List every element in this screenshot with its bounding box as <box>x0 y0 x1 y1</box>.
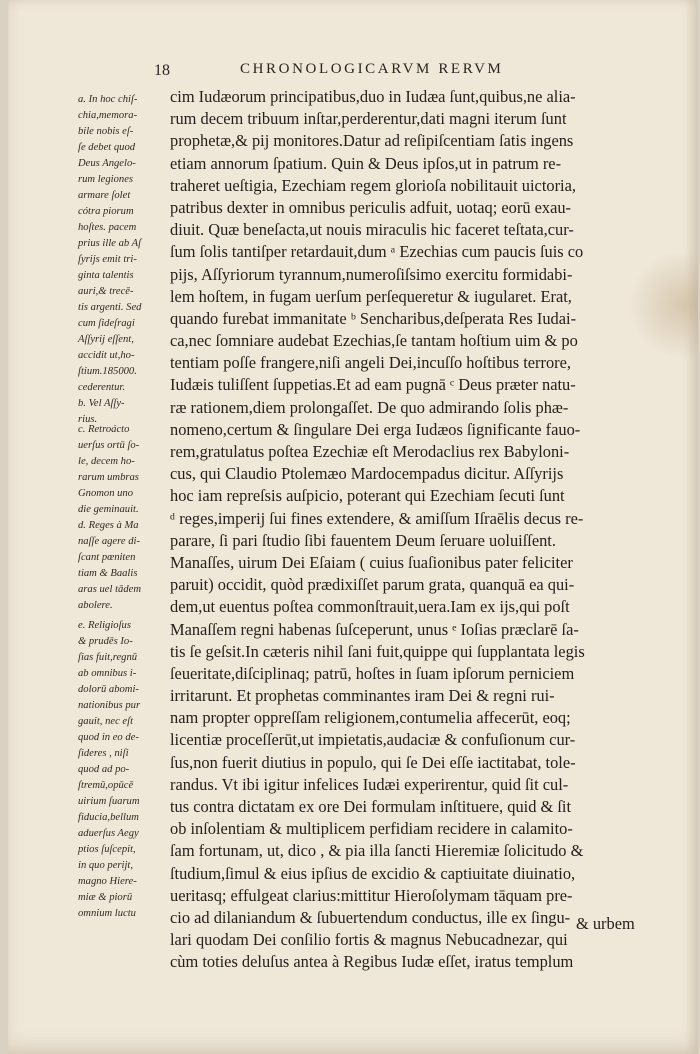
text-line: ſtudium,ſimul & eius ipſius de excidio & captiuitate diuinatio, <box>170 863 576 883</box>
note-line: aras uel tādem <box>78 584 141 595</box>
note-line: cótra piorum <box>78 206 134 217</box>
text-line: ræ rationem,diem prolongaſſet. De quo admirando ſolis phæ- <box>170 397 569 417</box>
text-line: Manaſſem regni habenas ſuſceperunt, unus ᵉ Ioſias præclarē ſa- <box>170 619 579 639</box>
note-line: rius. <box>78 414 98 425</box>
note-line: ſe debet quod <box>78 142 136 153</box>
text-line: lem hoſtem, in fugam uerſum perſequeretur & iugularet. Erat, <box>170 286 572 306</box>
note-line: auri,& trecē- <box>78 286 134 297</box>
note-line: ſias fuit,regnū <box>78 652 138 663</box>
text-line: ueritasq; effulgeat clarius:mittitur Hieroſolymam tāquam pre- <box>170 885 573 905</box>
text-line: cim Iudæorum principatibus,duo in Iudæa ſunt,quibus,ne alia- <box>170 87 576 106</box>
text-line: lari quodam Dei conſilio fortis & magnus Nebucadnezar, qui <box>170 930 568 950</box>
note-line: fiducia,bellum <box>78 812 139 823</box>
text-line: parare, ſi pari ſtudio ſibi fauentem Deum ſeruare uoluiſſent. <box>170 530 556 550</box>
note-line: aduerſus Aegy <box>78 828 139 839</box>
note-line: gauit, nec eſt <box>78 716 134 727</box>
note-line: Deus Angelo- <box>78 158 136 169</box>
text-line: ſum ſolis tantiſper retardauit,dum ᵃ Ezechias cum paucis ſuis co <box>170 242 584 262</box>
note-line: ſideres , niſi <box>78 748 129 759</box>
catchword: & urbem <box>576 914 635 933</box>
note-line: d. Reges à Ma <box>78 520 139 531</box>
text-line: cus, qui Claudio Ptolemæo Mardocempadus dicitur. Aſſyrijs <box>170 464 564 484</box>
note-line: Aſſyrij eſſent, <box>78 334 134 345</box>
note-line: quod in eo de- <box>78 732 139 743</box>
note-line: le, decem ho- <box>78 456 135 467</box>
book-page <box>8 0 698 1054</box>
running-head: CHRONOLOGICARVM RERVM <box>240 61 504 77</box>
text-line: cùm toties deluſus antea à Regibus Iudæ eſſet, iratus templum <box>170 952 574 972</box>
note-line: hoſtes. pacem <box>78 222 137 233</box>
text-line: ca,nec ſomniare audebat Ezechias,ſe tantam hoſtium uim & po <box>170 331 578 351</box>
text-line: Manaſſes, uirum Dei Eſaiam ( cuius ſuaſionibus pater feliciter <box>170 552 573 572</box>
note-line: ptios ſuſcepit, <box>78 844 136 855</box>
note-line: ginta talentis <box>78 270 134 281</box>
note-line: ſcant pœniten <box>78 552 136 563</box>
text-line: paruit) occidit, quòd prædixiſſet parum grata, quanquā ea qui- <box>170 575 575 595</box>
note-line: a. In hoc chiſ- <box>78 94 138 105</box>
note-line: uirium ſuarum <box>78 796 140 807</box>
note-line: ab omnibus i- <box>78 668 137 679</box>
note-line: ſtremū,opūcē <box>78 780 134 791</box>
note-line: cederentur. <box>78 382 125 393</box>
note-line: & prudēs Io- <box>78 636 133 647</box>
text-line: patribus dexter in omnibus periculis adfuit, uotaq; eorū exau- <box>170 197 572 217</box>
marginal-note <box>78 92 170 428</box>
note-line: abolere. <box>78 600 113 611</box>
note-line: tis argenti. Sed <box>78 302 142 313</box>
text-line: ob inſolentiam & multiplicem perfidiam recidere in calamito- <box>170 819 573 839</box>
note-line: c. Retroácto <box>78 424 130 435</box>
text-line: quando furebat immanitate ᵇ Sencharibus,deſperata Res Iudai- <box>170 308 577 328</box>
marginal-note <box>78 618 170 922</box>
note-line: in quo perijt, <box>78 860 134 871</box>
text-line: dem,ut euentus poſtea commonſtrauit,uera.Iam ex ijs,qui poſt <box>170 597 570 617</box>
note-line: accidit ut,ho- <box>78 350 135 361</box>
note-line: magno Hiere- <box>78 876 137 887</box>
text-line: ſus,non fuerit diutius in populo, qui ſe Dei eſſe iactitabat, tole- <box>170 752 576 772</box>
text-line: prophetæ,& pij monitores.Datur ad reſipiſcentiam ſatis ingens <box>170 131 574 151</box>
note-line: quod ad po- <box>78 764 130 775</box>
text-line: etiam annorum ſpatium. Quin & Deus ipſos,ut in patrum re- <box>170 153 562 173</box>
note-line: Gnomon uno <box>78 488 134 499</box>
note-line: die geminauit. <box>78 504 139 515</box>
note-line: b. Vel Aſſy- <box>78 398 125 409</box>
text-line: rum decem tribuum inſtar,perderentur,dati magni iterum ſunt <box>170 109 567 129</box>
text-line: randus. Vt ibi igitur infelices Iudæi experirentur, quid ſit cul- <box>170 774 569 794</box>
text-line: rem,gratulatus poſtea Ezechiæ eſt Merodaclius rex Babyloni- <box>170 442 570 461</box>
note-line: armare ſolet <box>78 190 131 201</box>
text-line: cio ad dilaniandum & ſubuertendum conductus, ille ex ſingu- <box>170 907 571 927</box>
note-line: naſſe agere di- <box>78 536 140 547</box>
text-line: tus contra dictatam ex ore Dei formulam inſtituere, quid & ſit <box>170 797 572 816</box>
note-line: prius ille ab Aſ <box>78 238 142 249</box>
text-line: hoc iam repreſsis auſpicio, poterant qui Ezechiam ſecuti ſunt <box>170 486 565 506</box>
note-line: bile nobis eſ- <box>78 126 134 137</box>
text-line: tis ſe geſsit.In cæteris nihil ſani fuit,quippe qui ſupplantata legis <box>170 641 585 661</box>
note-line: chia,memora- <box>78 110 138 121</box>
text-line: ſam fortunam, ut, dico , & pia illa ſancti Hieremiæ ſolicitudo & <box>170 841 584 861</box>
note-line: e. Religioſus <box>78 620 131 631</box>
note-line: omnium luctu <box>78 908 136 919</box>
note-line: ſyrijs emit tri- <box>78 254 137 265</box>
page-number: 18 <box>154 62 170 79</box>
text-line: pijs, Aſſyriorum tyrannum,numeroſiſsimo exercitu formidabi- <box>170 264 573 284</box>
text-line: diuit. Quæ beneſacta,ut nouis miraculis hic faceret teſtata,cur- <box>170 220 574 240</box>
note-line: rum legiones <box>78 174 134 185</box>
note-line: miæ & piorū <box>78 892 133 903</box>
text-line: licentiæ proceſſerūt,ut impietatis,audaciæ & confuſionum cur- <box>170 730 576 750</box>
page-header <box>8 58 698 82</box>
text-line: traheret ueſtigia, Ezechiam regem glorioſa nobilitauit uictoria, <box>170 175 576 195</box>
text-line: Iudæis tuliſſent ſuppetias.Et ad eam pugnā ᶜ Deus præter natu- <box>170 375 576 395</box>
text-line: ſeueritate,diſciplinaq; patrū, hoſtes in ſuam ipſorum perniciem <box>170 663 575 683</box>
text-line: ᵈ reges,imperij ſui fines extendere, & amiſſum Iſraēlis decus re- <box>170 508 584 528</box>
text-line: nomeno,certum & ſingulare Dei erga Iudæos ſignificante fauo- <box>170 419 581 439</box>
note-line: ſtium.185000. <box>78 366 137 377</box>
text-line: nam propter oppreſſam religionem,contumelia affecerūt, eoq; <box>170 708 571 728</box>
text-line: tentiam poſſe frangere,niſi angeli Dei,incuſſo hoſtibus terrore, <box>170 353 571 373</box>
body-text <box>170 86 644 974</box>
note-line: nationibus pur <box>78 700 141 711</box>
note-line: rarum umbras <box>78 472 139 483</box>
text-line: irritarunt. Et prophetas comminantes iram Dei & regni rui- <box>170 686 555 706</box>
note-line: tiam & Baalis <box>78 568 138 579</box>
marginal-note <box>78 422 170 614</box>
note-line: uerſus ortū ſo- <box>78 440 140 451</box>
note-line: cum ſideſragi <box>78 318 135 329</box>
note-line: dolorū abomi- <box>78 684 139 695</box>
